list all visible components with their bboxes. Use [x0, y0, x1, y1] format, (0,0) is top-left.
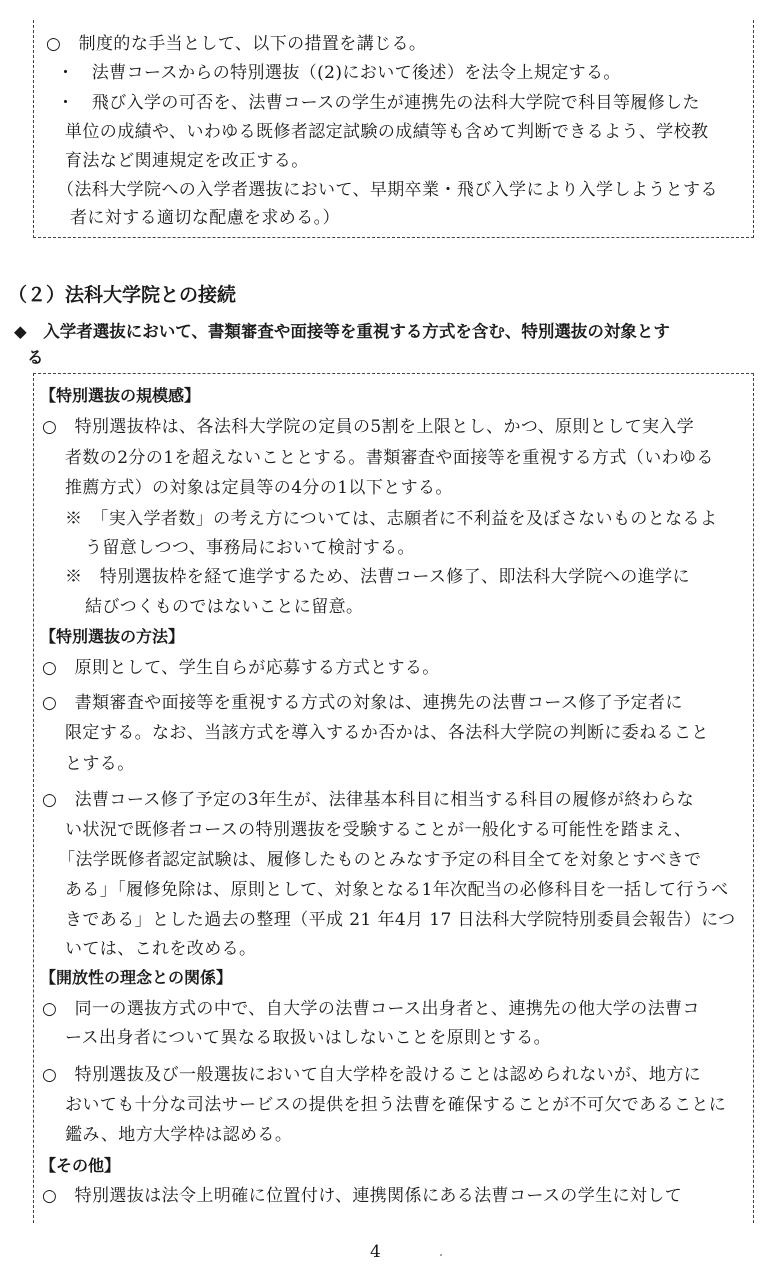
openness-line-3: ○ 特別選抜及び一般選抜において自大学枠を設けることは認められないが、地方に: [42, 1065, 702, 1085]
method-line-3: 限定する。なお、当該方式を導入するか否かは、各法科大学院の判断に委ねること: [65, 723, 709, 743]
method-line-4: とする。: [65, 754, 135, 774]
openness-line-5: 鑑み、地方大学枠は認める。: [65, 1125, 293, 1145]
scan-speck: [440, 1254, 442, 1256]
method-line-10: いては、これを改める。: [65, 939, 257, 959]
box1-line-1: ○ 制度的な手当として、以下の措置を講じる。: [46, 34, 427, 54]
method-line-8: ある」「履修免除は、原則として、対象となる1年次配当の必修科目を一括して行うべ: [65, 880, 729, 900]
box1-line-6: （法科大学院への入学者選抜において、早期卒業・飛び入学により入学しようとする: [57, 180, 718, 200]
box1-line-4: 単位の成績や、いわゆる既修者認定試験の成績等も含めて判断できるよう、学校教: [65, 122, 709, 142]
scale-line-5: う留意しつつ、事務局において検討する。: [85, 538, 415, 558]
scale-line-4: ※ 「実入学者数」の考え方については、志願者に不利益を及ぼさないものとなるよ: [65, 509, 718, 529]
subheading-scale: 【特別選抜の規模感】: [40, 386, 201, 405]
method-line-2: ○ 書類審査や面接等を重視する方式の対象は、連携先の法曹コース修了予定者に: [42, 693, 683, 713]
subheading-openness: 【開放性の理念との関係】: [40, 968, 233, 987]
scale-line-7: 結びつくものではないことに留意。: [85, 597, 364, 617]
scale-line-3: 推薦方式）の対象は定員等の4分の1以下とする。: [65, 478, 453, 498]
scale-line-6: ※ 特別選抜枠を経て進学するため、法曹コース修了、即法科大学院への進学に: [65, 567, 690, 587]
subheading-method: 【特別選抜の方法】: [40, 627, 185, 646]
box1-line-3: ・ 飛び入学の可否を、法曹コースの学生が連携先の法科大学院で科目等履修した: [57, 93, 700, 113]
box1-line-2: ・ 法曹コースからの特別選抜（(2)において後述）を法令上規定する。: [57, 63, 621, 83]
box1-line-5: 育法など関連規定を改正する。: [65, 151, 309, 171]
other-line-1: ○ 特別選抜は法令上明確に位置付け、連携関係にある法曹コースの学生に対して: [42, 1186, 683, 1206]
method-line-5: ○ 法曹コース修了予定の3年生が、法律基本科目に相当する科目の履修が終わらな: [42, 790, 694, 810]
section-bullet-line-1: ◆ 入学者選抜において、書類審査や面接等を重視する方式を含む、特別選抜の対象とす: [14, 322, 670, 341]
section-heading: （２）法科大学院との接続: [8, 284, 237, 306]
openness-line-2: ース出身者について異なる取扱いはしないことを原則とする。: [65, 1028, 552, 1048]
box1-line-7: 者に対する適切な配慮を求める。）: [70, 208, 340, 228]
scale-line-1: ○ 特別選抜枠は、各法科大学院の定員の5割を上限とし、かつ、原則として実入学: [42, 417, 695, 437]
section-bullet-line-2: る: [27, 348, 44, 367]
subheading-other: 【その他】: [40, 1156, 121, 1175]
method-line-7: 「法学既修者認定試験は、履修したものとみなす予定の科目全てを対象とすべきで: [58, 850, 702, 870]
openness-line-1: ○ 同一の選抜方式の中で、自大学の法曹コース出身者と、連携先の他大学の法曹コ: [42, 999, 700, 1019]
method-line-6: い状況で既修者コースの特別選抜を受験することが一般化する可能性を踏まえ、: [65, 820, 692, 840]
openness-line-4: おいても十分な司法サービスの提供を担う法曹を確保することが不可欠であることに: [65, 1095, 727, 1115]
page-number: 4: [370, 1242, 381, 1262]
method-line-1: ○ 原則として、学生自らが応募する方式とする。: [42, 658, 440, 678]
scale-line-2: 者数の2分の1を超えないこととする。書類審査や面接等を重視する方式（いわゆる: [65, 448, 714, 468]
method-line-9: きである」とした過去の整理（平成 21 年4月 17 日法科大学院特別委員会報告）につ: [65, 910, 736, 930]
